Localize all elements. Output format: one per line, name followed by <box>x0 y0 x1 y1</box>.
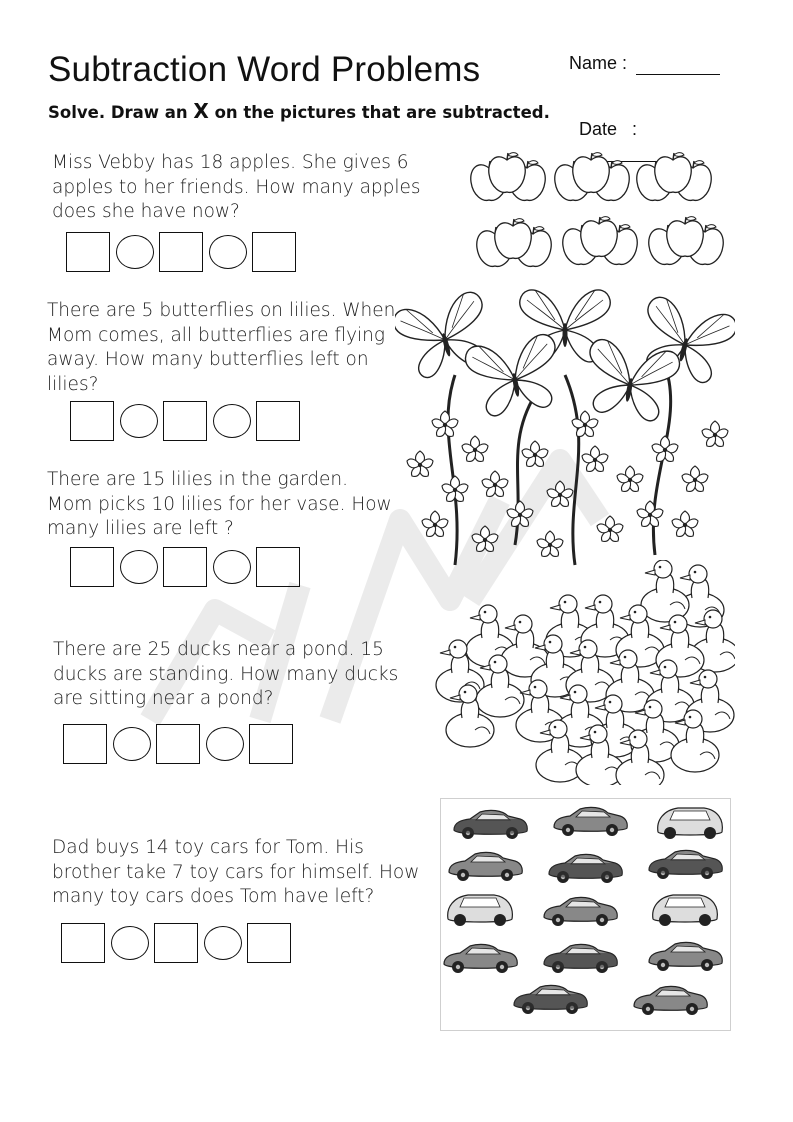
problem-1-answer-boxes <box>66 232 296 272</box>
number-box[interactable] <box>256 401 300 441</box>
name-field[interactable] <box>569 53 720 75</box>
page-title: Subtraction Word Problems <box>48 50 481 89</box>
problem-3-text: There are 15 lilies in the garden. Mom picks 10 lilies for her vase. How many lilies are left ? <box>47 469 392 539</box>
ducks-picture <box>430 560 735 785</box>
operator-circle[interactable] <box>116 235 154 269</box>
number-box[interactable] <box>256 547 300 587</box>
operator-circle[interactable] <box>120 404 158 438</box>
number-box[interactable] <box>70 547 114 587</box>
date-label: Date : <box>579 119 638 139</box>
operator-circle[interactable] <box>206 727 244 761</box>
operator-circle[interactable] <box>111 926 149 960</box>
number-box[interactable] <box>159 232 203 272</box>
instruction-text: Solve. Draw an X on the pictures that are subtracted. <box>48 99 550 123</box>
butterflies-lilies-picture <box>395 285 735 570</box>
number-box[interactable] <box>154 923 198 963</box>
operator-circle[interactable] <box>120 550 158 584</box>
problem-5-text: Dad buys 14 toy cars for Tom. His brother take 7 toy cars for himself. How many toy cars does Tom have left? <box>52 837 420 907</box>
number-box[interactable] <box>70 401 114 441</box>
number-box[interactable] <box>66 232 110 272</box>
number-box[interactable] <box>61 923 105 963</box>
problem-1-text: Miss Vebby has 18 apples. She gives 6 apples to her friends. How many apples does she have now? <box>52 152 421 222</box>
number-box[interactable] <box>163 547 207 587</box>
problem-4-answer-boxes <box>63 724 293 764</box>
problem-2-answer-boxes <box>70 401 300 441</box>
number-box[interactable] <box>156 724 200 764</box>
operator-circle[interactable] <box>204 926 242 960</box>
apples-picture <box>465 148 735 278</box>
toy-cars-picture <box>440 798 732 1032</box>
operator-circle[interactable] <box>213 550 251 584</box>
problem-4-text: There are 25 ducks near a pond. 15 ducks are standing. How many ducks are sitting near a pond? <box>53 639 399 709</box>
name-blank[interactable] <box>636 53 720 75</box>
problem-5-answer-boxes <box>61 923 291 963</box>
name-label: Name : <box>569 53 628 73</box>
operator-circle[interactable] <box>209 235 247 269</box>
number-box[interactable] <box>63 724 107 764</box>
number-box[interactable] <box>252 232 296 272</box>
number-box[interactable] <box>249 724 293 764</box>
number-box[interactable] <box>163 401 207 441</box>
operator-circle[interactable] <box>213 404 251 438</box>
problem-2-text: There are 5 butterflies on lilies. When Mom comes, all butterflies are flying away. How many butterflies left on lilies? <box>47 300 396 395</box>
problem-3-answer-boxes <box>70 547 300 587</box>
number-box[interactable] <box>247 923 291 963</box>
operator-circle[interactable] <box>113 727 151 761</box>
